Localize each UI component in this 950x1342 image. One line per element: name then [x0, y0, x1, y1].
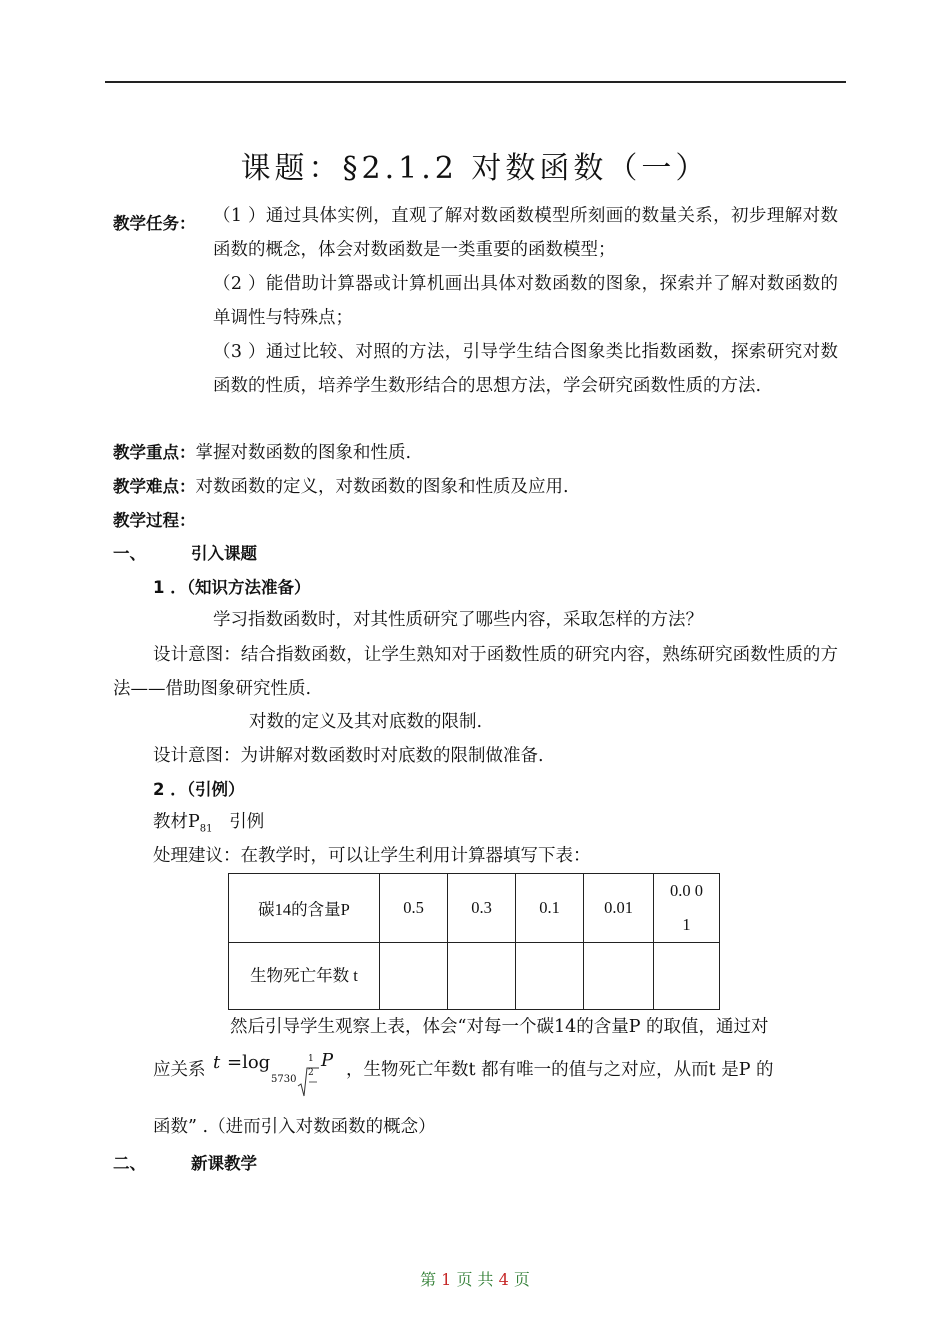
page-title: 课题：§2.1.2 对数函数（一） — [240, 151, 710, 186]
table-cell-empty — [380, 943, 448, 1010]
footer-total-pages: 4 — [498, 1270, 509, 1289]
task-1: （1 ）通过具体实例，直观了解对数函数模型所刻画的数量关系，初步理解对数函数的概念，体会对数函数是一类重要的函数模型； — [213, 206, 838, 260]
table-cell: 0.0 01 — [654, 874, 720, 943]
table-cell: 0.3 — [448, 874, 516, 943]
table-cell-empty — [584, 943, 654, 1010]
after-table-line2-b: ，生物死亡年数t 都有唯一的值与之对应，从而t 是P 的 — [346, 1060, 774, 1080]
formula-t: t — [213, 1052, 221, 1073]
formula-log: =log — [227, 1052, 271, 1073]
table-row-header: 碳14的含量P — [229, 874, 380, 943]
footer-mid: 页 共 — [456, 1270, 494, 1289]
key-point — [113, 436, 411, 470]
table-cell-empty — [448, 943, 516, 1010]
tasks-label: 教学任务： — [113, 214, 196, 233]
after-table-line1: 然后引导学生观察上表，体会“对每一个碳14的含量P 的取值，通过对 — [230, 1017, 769, 1037]
log-formula — [213, 1050, 343, 1098]
carbon-table — [228, 873, 720, 1010]
after-table-line2-a: 应关系 — [153, 1060, 206, 1080]
difficulty — [113, 470, 569, 504]
table-cell-empty — [654, 943, 720, 1010]
formula-p: P — [321, 1050, 334, 1071]
design-intent-1: 设计意图：结合指数函数，让学生熟知对于函数性质的研究内容，熟练研究函数性质的方法——借助图象研究性质. — [113, 645, 838, 699]
question-2: 对数的定义及其对底数的限制. — [249, 712, 483, 732]
table-cell: 0.5 — [380, 874, 448, 943]
question-1: 学习指数函数时，对其性质研究了哪些内容，采取怎样的方法？ — [213, 610, 703, 630]
design-intent-2: 设计意图：为讲解对数函数时对底数的限制做准备. — [153, 746, 544, 766]
textbook-label: 教材P — [153, 812, 200, 832]
process-label: 教学过程： — [113, 511, 196, 530]
table-row-header: 生物死亡年数 t — [229, 943, 380, 1010]
textbook-tail: 引例 — [229, 812, 265, 832]
formula-base: 5730 — [271, 1074, 297, 1085]
difficulty-label: 教学难点： — [113, 477, 196, 496]
footer-post: 页 — [513, 1270, 530, 1289]
table-row — [229, 874, 720, 943]
item1-label: 1 ．（知识方法准备） — [153, 578, 311, 597]
key-point-label: 教学重点： — [113, 443, 196, 462]
formula-frac-num: 1 — [308, 1054, 314, 1064]
page-footer — [0, 1267, 950, 1290]
footer-pre: 第 — [420, 1270, 437, 1289]
task-2: （2 ）能借助计算器或计算机画出具体对数函数的图象，探索并了解对数函数的单调性与特殊点； — [213, 274, 838, 328]
key-point-text: 掌握对数函数的图象和性质. — [195, 443, 412, 463]
difficulty-text: 对数函数的定义，对数函数的图象和性质及应用. — [195, 477, 569, 497]
header-rule — [105, 81, 846, 83]
section1-num: 一、 — [113, 544, 146, 563]
section1-title: 引入课题 — [191, 544, 257, 563]
table-row — [229, 943, 720, 1010]
table-cell-empty — [516, 943, 584, 1010]
item1-heading — [153, 571, 310, 604]
after-table-line3: 函数” .（进而引入对数函数的概念） — [153, 1117, 436, 1137]
formula-frac-den: 2 — [308, 1068, 314, 1078]
section2-num: 二、 — [113, 1154, 146, 1173]
suggestion: 处理建议：在教学时，可以让学生利用计算器填写下表： — [153, 846, 591, 866]
table-cell: 0.1 — [516, 874, 584, 943]
textbook-page: 81 — [199, 823, 213, 835]
item2-label: 2 ．（引例） — [153, 780, 245, 799]
table-cell: 0.01 — [584, 874, 654, 943]
task-3: （3 ）通过比较、对照的方法，引导学生结合图象类比指数函数，探索研究对数函数的性质，培养学生数形结合的思想方法，学会研究函数性质的方法. — [213, 342, 838, 396]
section2-title: 新课教学 — [191, 1154, 257, 1173]
footer-page-number: 1 — [441, 1270, 452, 1289]
